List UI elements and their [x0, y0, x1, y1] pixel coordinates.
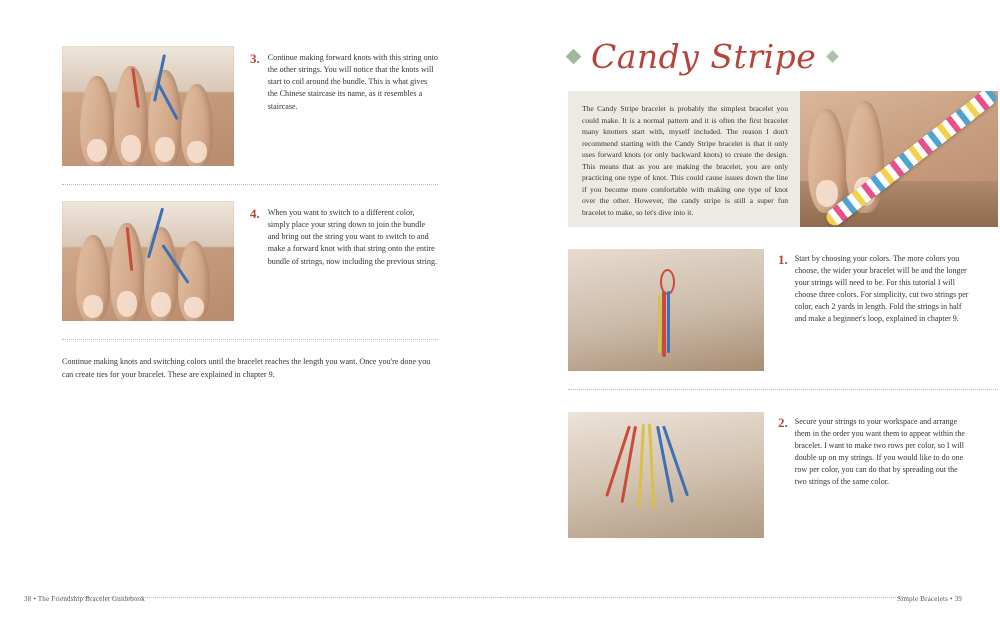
diamond-ornament-icon: [826, 50, 839, 63]
intro-photo: [800, 91, 998, 227]
fingernail-shape: [816, 180, 839, 207]
step-text: When you want to switch to a different color, simply place your string down to join the bundle and bring out the string you want to switch to and make a forward knot with that string onto the entire bundle of strings, now including the previous string.: [267, 208, 438, 266]
right-page-footer: Simple Bracelets • 39: [897, 595, 962, 603]
section-divider: [62, 184, 438, 185]
blue-string-bundle: [667, 291, 670, 353]
intro-panel: [568, 91, 998, 227]
step-row: [568, 412, 965, 538]
fingernail-shape: [83, 295, 103, 318]
step-text: Continue making forward knots with this string onto the other strings. You will notice that the knots will start to coil around the bundle. This is what gives the Chinese staircase its name, as it resembles a staircase.: [267, 53, 438, 111]
step-text: Secure your strings to your workspace and arrange them in the order you want them to appear within the bracelet. I want to make two rows per color, so I will double up on my strings. If you would like to do one row per color, you can do that by spreading out the two strings of the same color.: [794, 417, 965, 486]
step-3-photo: [62, 46, 234, 166]
left-page-footer: 38 • The Friendship Bracelet Guidebook: [24, 595, 145, 603]
step-4-body: [250, 201, 438, 268]
section-divider: [568, 389, 998, 390]
step-1-body: [778, 249, 970, 371]
step-number: 3.: [250, 51, 260, 66]
step-2-photo: [568, 412, 764, 538]
step-row: [62, 46, 438, 166]
step-2-body: [778, 412, 970, 538]
step-text: Start by choosing your colors. The more colors you choose, the wider your bracelet will be and the longer your strings will need to be. For this tutorial I will choose three colors. For simplicity, cut two strings per color, each 2 yards in length. Fold the strings in half and make a beginner's loop, explained in chapter 9.: [794, 254, 969, 323]
step-number: 4.: [250, 206, 260, 221]
step-row: [568, 249, 969, 371]
fingernail-shape: [155, 137, 175, 162]
fingernail-shape: [121, 135, 141, 162]
intro-text: The Candy Stripe bracelet is probably the simplest bracelet you could make. It is a normal pattern and it is often the first bracelet many knotters start with, myself included. The reason I don't recommend starting with the Candy Stripe bracelet is that it only uses forward knots (or only backward knots) to create the design. This means that as you are making the bracelet, you are only practicing one type of knot. This could cause issues down the line if you become more comfortable with making one type of knot over the other. However, the candy stripe is still a super fun bracelet to make, so let's dive into it.: [582, 104, 788, 217]
fingernail-shape: [187, 141, 206, 163]
fingernail-shape: [87, 139, 107, 163]
footer-divider: [500, 597, 908, 598]
step-1-photo: [568, 249, 764, 371]
fingernail-shape: [184, 297, 203, 318]
right-page: [500, 0, 1000, 625]
yellow-string-bundle: [658, 295, 661, 353]
step-3-body: [250, 46, 438, 113]
section-divider: [62, 339, 438, 340]
fingernail-shape: [117, 291, 137, 317]
step-number: 1.: [778, 252, 788, 267]
step-number: 2.: [778, 415, 788, 430]
diamond-ornament-icon: [566, 49, 582, 65]
photo-background: [568, 249, 764, 371]
closing-note: Continue making knots and switching colors until the bracelet reaches the length you want. Once you're done you can create ties for your bracelet. These are explained in chapter 9.: [62, 357, 431, 379]
chapter-heading: [568, 37, 956, 76]
step-4-photo: [62, 201, 234, 321]
chapter-title: Candy Stripe: [591, 37, 817, 76]
fingernail-shape: [151, 292, 171, 317]
step-row: [62, 201, 438, 321]
red-string-bundle: [662, 291, 666, 357]
